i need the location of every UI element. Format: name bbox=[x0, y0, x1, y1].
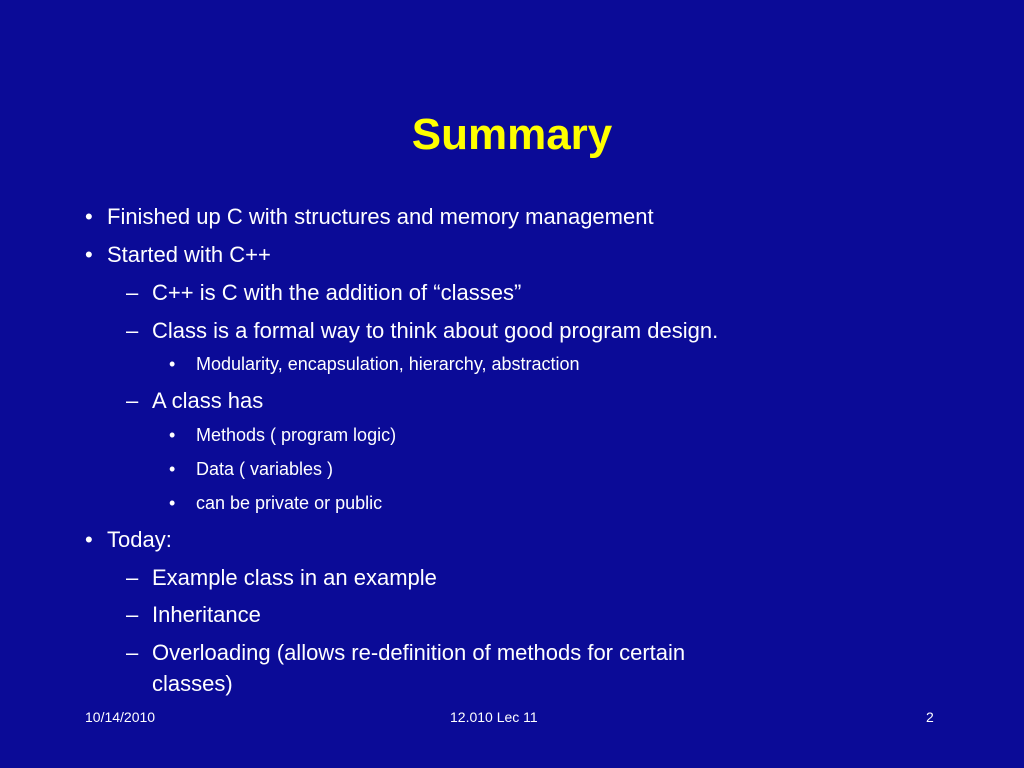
bullet-marker: • bbox=[85, 242, 93, 267]
sub-sub-bullet-text: Modularity, encapsulation, hierarchy, abstraction bbox=[196, 354, 580, 374]
sub-bullet-text: C++ is C with the addition of “classes” bbox=[152, 280, 522, 305]
sub-bullet-text: Overloading (allows re-definition of methods for certain bbox=[152, 640, 686, 665]
footer-date: 10/14/2010 bbox=[85, 709, 156, 725]
sub-bullet-text: Inheritance bbox=[152, 602, 261, 627]
bullet-marker: • bbox=[85, 527, 93, 552]
slide-title: Summary bbox=[411, 110, 613, 159]
bullet-text: Started with C++ bbox=[107, 242, 271, 267]
sub-bullet-text: A class has bbox=[152, 388, 264, 413]
sub-sub-bullet-text: Methods ( program logic) bbox=[196, 425, 397, 445]
bullet-text: Today: bbox=[107, 527, 172, 552]
dash-marker: – bbox=[126, 565, 139, 590]
sub-bullet-text-continuation bbox=[152, 670, 233, 698]
sub-sub-bullet-text: Data ( variables ) bbox=[196, 459, 334, 479]
dash-marker: – bbox=[126, 640, 139, 665]
bullet-marker: • bbox=[85, 204, 93, 229]
sub-bullet-text: classes) bbox=[152, 671, 233, 696]
dash-marker: – bbox=[126, 388, 139, 413]
sub-bullet-text: Class is a formal way to think about good program design. bbox=[152, 318, 719, 343]
dash-marker: – bbox=[126, 318, 139, 343]
sub-bullet-text: Example class in an example bbox=[152, 565, 437, 590]
footer-center-label: 12.010 Lec 11 bbox=[450, 709, 538, 725]
bullet-text: Finished up C with structures and memory management bbox=[107, 204, 654, 229]
dash-marker: – bbox=[126, 280, 139, 305]
bullet-marker: • bbox=[169, 425, 176, 445]
bullet-marker: • bbox=[169, 459, 176, 479]
sub-sub-bullet-text: can be private or public bbox=[196, 493, 383, 513]
bullet-marker: • bbox=[169, 354, 176, 374]
footer-page-number: 2 bbox=[926, 709, 934, 725]
dash-marker: – bbox=[126, 602, 139, 627]
bullet-marker: • bbox=[169, 493, 176, 513]
